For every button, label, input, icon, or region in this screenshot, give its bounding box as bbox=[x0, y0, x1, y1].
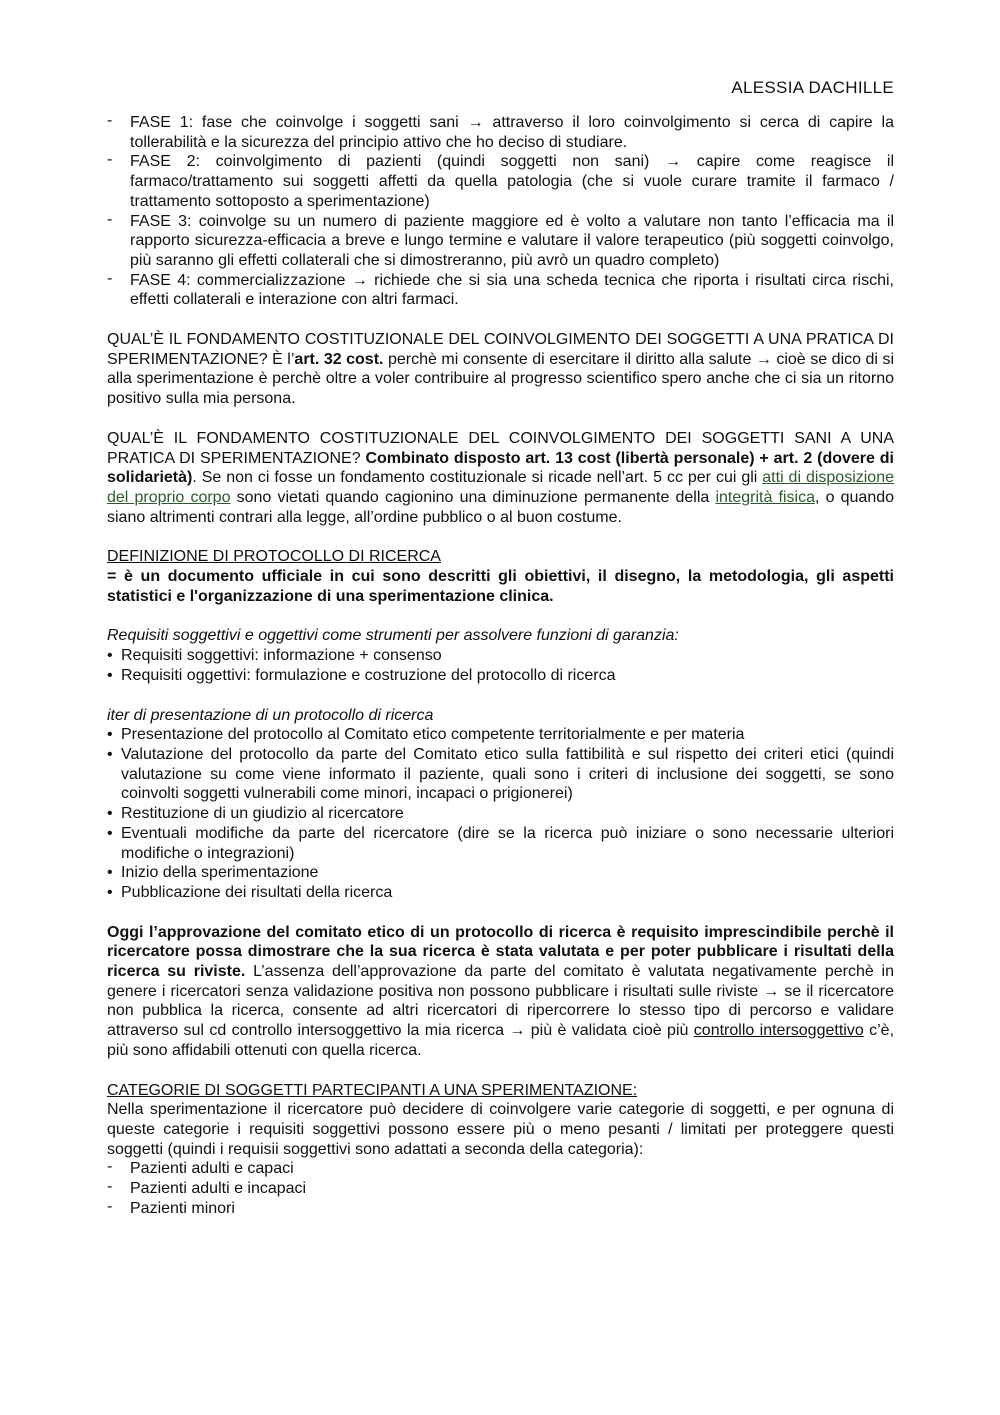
intersubjective-control: controllo intersoggettivo bbox=[693, 1022, 864, 1040]
body-disposal-link[interactable]: atti di disposizione del proprio corpo bbox=[107, 469, 895, 506]
phase-item-2: - FASE 2: coinvolgimento di pazienti (quindi soggetti non sani) → capire come reagisce il farmaco/trattamento sui soggetti affetti da quella patologia (che si vuole curare tramite il farmaco / trattamento sottoposto a sperimentazione) bbox=[107, 152, 894, 211]
category-item-3: - Pazienti minori bbox=[107, 1199, 894, 1219]
requirement-item-2: • Requisiti oggettivi: formulazione e costruzione del protocollo di ricerca bbox=[107, 666, 894, 686]
q1-text-2: perchè mi consente di esercitare il diritto alla salute → cioè se dico di si alla sperimentazione è perchè oltre a voler contribuire al progresso scientifico spero anche che ci sia un ritorno positivo sulla mia persona. bbox=[107, 350, 894, 408]
constitutional-question-2 bbox=[107, 429, 894, 528]
q2-text-3: sono vietati quando cagionino una diminuzione permanente della bbox=[230, 488, 716, 506]
category-item-1: - Pazienti adulti e capaci bbox=[107, 1159, 894, 1179]
phase-item-3: - FASE 3: coinvolge su un numero di paziente maggiore ed è volto a valutare non tanto l’efficacia ma il rapporto sicurezza-efficacia a breve e lungo termine e valutare il valore terapeutico (più soggetti coinvolgo, più saranno gli effetti collaterali che si dimostreranno, più avrò un quadro completo) bbox=[107, 212, 894, 271]
requirements-list bbox=[107, 646, 894, 685]
q1-text-1: QUAL’È IL FONDAMENTO COSTITUZIONALE DEL COINVOLGIMENTO DEI SOGGETTI A UNA PRATICA DI SPERIMENTAZIONE? È l’ bbox=[107, 331, 894, 368]
q2-text-2: . Se non ci fosse un fondamento costituzionale si ricade nell’art. 5 cc per cui gli bbox=[192, 469, 763, 487]
requirements-intro: Requisiti soggettivi e oggettivi come strumenti per assolvere funzioni di garanzia: bbox=[107, 627, 679, 645]
iter-item-1: • Presentazione del protocollo al Comitato etico competente territorialmente e per materia bbox=[107, 725, 894, 745]
iter-item-3: • Restituzione di un giudizio al ricercatore bbox=[107, 804, 894, 824]
q2-articles: Combinato disposto art. 13 cost (libertà personale) + art. 2 (dovere di solidarietà) bbox=[107, 449, 894, 487]
phases-list bbox=[107, 113, 894, 310]
physical-integrity-link[interactable]: integrità fisica bbox=[715, 488, 815, 506]
constitutional-question-1 bbox=[107, 330, 894, 409]
q2-text-4: , o quando siano altrimenti contrari alla legge, all’ordine pubblico o al buon costume. bbox=[107, 488, 895, 526]
categories-intro: Nella sperimentazione il ricercatore può decidere di coinvolgere varie categorie di soggetti, e per ognuna di queste categorie i requisiti soggettivi possono essere più o meno pesanti / limitati per proteggere questi soggetti (quindi i requisii soggettivi sono adattati a seconda della categoria): bbox=[107, 1101, 894, 1158]
document-body bbox=[107, 113, 894, 1218]
q1-article: art. 32 cost. bbox=[294, 350, 384, 368]
iter-item-5: • Inizio della sperimentazione bbox=[107, 863, 894, 883]
iter-item-4: • Eventuali modifiche da parte del ricercatore (dire se la ricerca può iniziare o sono necessarie ulteriori modifiche o integrazioni) bbox=[107, 824, 894, 863]
category-item-2: - Pazienti adulti e incapaci bbox=[107, 1179, 894, 1199]
author-header: ALESSIA DACHILLE bbox=[731, 78, 894, 97]
iter-item-2: • Valutazione del protocollo da parte del Comitato etico sulla fattibilità e sul rispetto dei criteri etici (quindi valutazione su come viene informato il paziente, quali sono i criteri di inclusione dei soggetti, se sono coinvolti soggetti vulnerabili come minori, incapaci o prigionerei) bbox=[107, 745, 894, 804]
iter-item-6: • Pubblicazione dei risultati della ricerca bbox=[107, 883, 894, 903]
approval-bold: Oggi l’approvazione del comitato etico di un protocollo di ricerca è requisito imprescindibile perchè il ricercatore possa dimostrare che la sua ricerca è stata valutata e per poter pubblicare i risultati della ricerca su riviste. bbox=[107, 923, 894, 981]
approval-paragraph bbox=[107, 923, 894, 1061]
categories-heading: CATEGORIE DI SOGGETTI PARTECIPANTI A UNA SPERIMENTAZIONE: bbox=[107, 1081, 638, 1099]
categories-list bbox=[107, 1159, 894, 1218]
iter-list bbox=[107, 725, 894, 902]
iter-intro: iter di presentazione di un protocollo di ricerca bbox=[107, 706, 434, 724]
phase-item-4: - FASE 4: commercializzazione → richiede che si sia una scheda tecnica che riporta i risultati circa rischi, effetti collaterali e interazione con altri farmaci. bbox=[107, 271, 894, 310]
requirement-item-1: • Requisiti soggettivi: informazione + consenso bbox=[107, 646, 894, 666]
protocol-definition: = è un documento ufficiale in cui sono descritti gli obiettivi, il disegno, la metodologia, gli aspetti statistici e l'organizzazione di una sperimentazione clinica. bbox=[107, 568, 894, 605]
phase-item-1: - FASE 1: fase che coinvolge i soggetti sani → attraverso il loro coinvolgimento si cerca di capire la tollerabilità e la sicurezza del principio attivo che ho deciso di studiare. bbox=[107, 113, 894, 152]
approval-text-1: L’assenza dell’approvazione da parte del comitato è valutata negativamente perchè in genere i ricercatori senza validazione positiva non possono pubblicare i risultati sulle riviste → se il ricercatore non pubblica la ricerca, consente ad altri ricercatori di ripercorrere lo stesso tipo di percorso e validare attraverso sul cd controllo intersoggettivo la mia ricerca → più è validata cioè più bbox=[107, 963, 895, 1040]
protocol-heading: DEFINIZIONE DI PROTOCOLLO DI RICERCA bbox=[107, 548, 441, 566]
q2-text-1: QUAL’È IL FONDAMENTO COSTITUZIONALE DEL COINVOLGIMENTO DEI SOGGETTI SANI A UNA PRATICA DI SPERIMENTAZIONE? bbox=[107, 429, 894, 467]
approval-text-2: c’è, più sono affidabili ottenuti con quella ricerca. bbox=[107, 1022, 895, 1059]
